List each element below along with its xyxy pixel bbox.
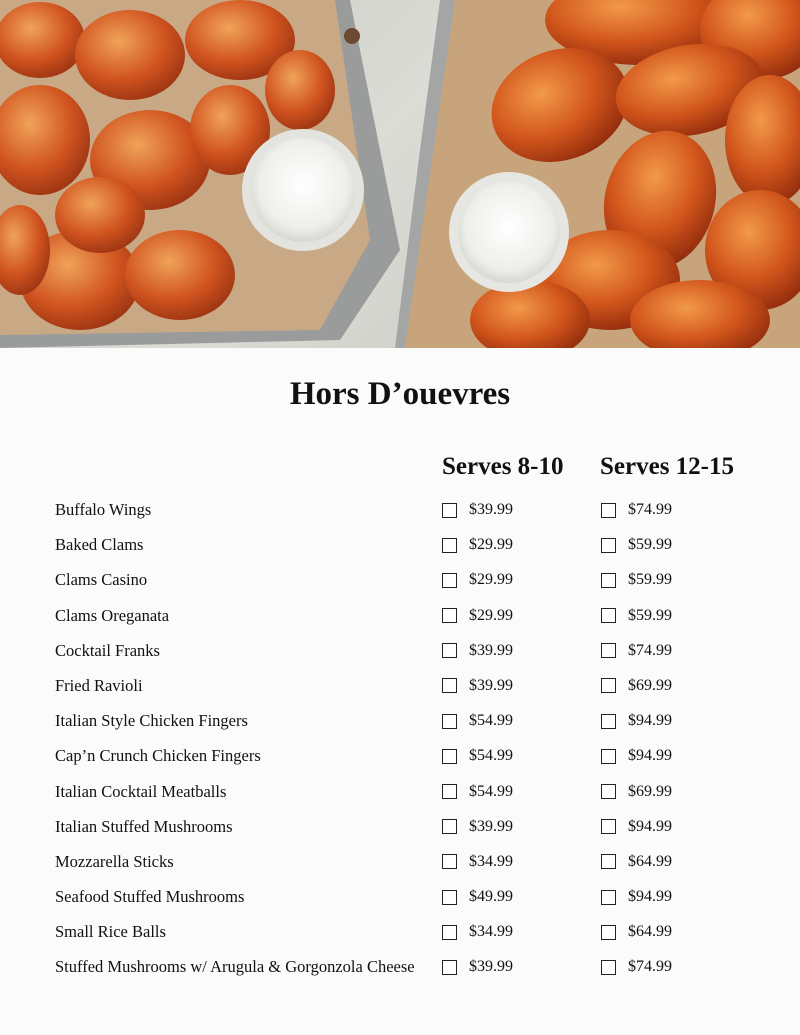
price-serves-12-15: $69.99 — [628, 782, 672, 800]
menu-row — [0, 492, 800, 527]
price-serves-12-15: $94.99 — [628, 888, 672, 906]
price-serves-12-15: $94.99 — [628, 747, 672, 765]
price-serves-8-10: $34.99 — [469, 923, 513, 941]
price-serves-12-15: $59.99 — [628, 606, 672, 624]
checkbox-serves-12-15[interactable] — [601, 784, 616, 799]
option-serves-8-10 — [442, 782, 513, 802]
option-serves-8-10 — [442, 711, 513, 731]
item-name: Mozzarella Sticks — [55, 851, 174, 871]
option-serves-12-15 — [601, 782, 672, 802]
price-serves-8-10: $39.99 — [469, 641, 513, 659]
checkbox-serves-12-15[interactable] — [601, 890, 616, 905]
checkbox-serves-8-10[interactable] — [442, 714, 457, 729]
checkbox-serves-8-10[interactable] — [442, 608, 457, 623]
option-serves-12-15 — [601, 641, 672, 661]
page-title: Hors D’ouevres — [289, 376, 511, 412]
checkbox-serves-8-10[interactable] — [442, 925, 457, 940]
checkbox-serves-12-15[interactable] — [601, 538, 616, 553]
menu-row — [0, 633, 800, 668]
option-serves-8-10 — [442, 676, 513, 696]
menu-row — [0, 774, 800, 809]
checkbox-serves-12-15[interactable] — [601, 714, 616, 729]
checkbox-serves-12-15[interactable] — [601, 749, 616, 764]
checkbox-serves-8-10[interactable] — [442, 749, 457, 764]
menu-row — [0, 738, 800, 773]
menu-row — [0, 914, 800, 949]
item-name: Cocktail Franks — [55, 640, 160, 660]
menu-row — [0, 703, 800, 738]
option-serves-8-10 — [442, 570, 513, 590]
checkbox-serves-8-10[interactable] — [442, 819, 457, 834]
price-serves-8-10: $39.99 — [469, 958, 513, 976]
wings-illustration — [0, 0, 800, 348]
option-serves-8-10 — [442, 922, 513, 942]
checkbox-serves-8-10[interactable] — [442, 538, 457, 553]
item-name: Seafood Stuffed Mushrooms — [55, 887, 245, 907]
column-header-serves-8-10: Serves 8-10 — [442, 453, 564, 480]
option-serves-8-10 — [442, 887, 513, 907]
item-name: Baked Clams — [55, 535, 144, 555]
option-serves-8-10 — [442, 957, 513, 977]
checkbox-serves-8-10[interactable] — [442, 643, 457, 658]
option-serves-12-15 — [601, 570, 672, 590]
checkbox-serves-8-10[interactable] — [442, 573, 457, 588]
option-serves-12-15 — [601, 535, 672, 555]
menu-row — [0, 844, 800, 879]
price-serves-12-15: $74.99 — [628, 641, 672, 659]
checkbox-serves-8-10[interactable] — [442, 678, 457, 693]
price-serves-8-10: $29.99 — [469, 606, 513, 624]
price-serves-12-15: $94.99 — [628, 712, 672, 730]
menu-row — [0, 598, 800, 633]
option-serves-8-10 — [442, 641, 513, 661]
price-serves-8-10: $49.99 — [469, 888, 513, 906]
option-serves-12-15 — [601, 887, 672, 907]
checkbox-serves-8-10[interactable] — [442, 784, 457, 799]
option-serves-8-10 — [442, 606, 513, 626]
price-serves-12-15: $64.99 — [628, 923, 672, 941]
price-serves-8-10: $54.99 — [469, 782, 513, 800]
option-serves-8-10 — [442, 500, 513, 520]
item-name: Stuffed Mushrooms w/ Arugula & Gorgonzola Cheese — [55, 957, 415, 977]
item-name: Italian Cocktail Meatballs — [55, 781, 227, 801]
price-serves-12-15: $69.99 — [628, 676, 672, 694]
checkbox-serves-8-10[interactable] — [442, 503, 457, 518]
item-name: Clams Casino — [55, 570, 148, 590]
checkbox-serves-8-10[interactable] — [442, 960, 457, 975]
checkbox-serves-12-15[interactable] — [601, 643, 616, 658]
menu-row — [0, 562, 800, 597]
checkbox-serves-12-15[interactable] — [601, 503, 616, 518]
price-serves-8-10: $39.99 — [469, 817, 513, 835]
option-serves-12-15 — [601, 922, 672, 942]
price-serves-12-15: $59.99 — [628, 536, 672, 554]
item-name: Italian Style Chicken Fingers — [55, 711, 248, 731]
option-serves-12-15 — [601, 746, 672, 766]
menu-row — [0, 527, 800, 562]
price-serves-12-15: $59.99 — [628, 571, 672, 589]
option-serves-12-15 — [601, 957, 672, 977]
option-serves-12-15 — [601, 606, 672, 626]
item-name: Italian Stuffed Mushrooms — [55, 816, 233, 836]
price-serves-8-10: $54.99 — [469, 747, 513, 765]
option-serves-8-10 — [442, 746, 513, 766]
checkbox-serves-8-10[interactable] — [442, 890, 457, 905]
item-name: Fried Ravioli — [55, 675, 143, 695]
item-name: Buffalo Wings — [55, 500, 152, 519]
option-serves-12-15 — [601, 817, 672, 837]
menu-row — [0, 949, 800, 984]
price-serves-12-15: $94.99 — [628, 817, 672, 835]
price-serves-8-10: $29.99 — [469, 536, 513, 554]
option-serves-12-15 — [601, 676, 672, 696]
checkbox-serves-12-15[interactable] — [601, 608, 616, 623]
checkbox-serves-12-15[interactable] — [601, 925, 616, 940]
menu-row — [0, 879, 800, 914]
item-name: Cap’n Crunch Chicken Fingers — [55, 746, 261, 766]
price-serves-8-10: $39.99 — [469, 501, 513, 518]
option-serves-12-15 — [601, 852, 672, 872]
option-serves-12-15 — [601, 711, 672, 731]
price-serves-8-10: $54.99 — [469, 712, 513, 730]
price-serves-8-10: $34.99 — [469, 852, 513, 870]
price-serves-12-15: $64.99 — [628, 852, 672, 870]
menu-row — [0, 668, 800, 703]
price-serves-12-15: $74.99 — [628, 501, 672, 518]
price-serves-8-10: $39.99 — [469, 676, 513, 694]
checkbox-serves-12-15[interactable] — [601, 854, 616, 869]
item-name: Clams Oreganata — [55, 605, 170, 625]
option-serves-8-10 — [442, 535, 513, 555]
item-name: Small Rice Balls — [55, 922, 166, 942]
checkbox-serves-12-15[interactable] — [601, 573, 616, 588]
checkbox-serves-12-15[interactable] — [601, 960, 616, 975]
price-serves-8-10: $29.99 — [469, 571, 513, 589]
option-serves-8-10 — [442, 817, 513, 837]
option-serves-12-15 — [601, 500, 672, 520]
checkbox-serves-8-10[interactable] — [442, 854, 457, 869]
checkbox-serves-12-15[interactable] — [601, 678, 616, 693]
menu-list — [0, 492, 800, 985]
checkbox-serves-12-15[interactable] — [601, 819, 616, 834]
column-header-serves-12-15: Serves 12-15 — [600, 453, 734, 480]
price-serves-12-15: $74.99 — [628, 958, 672, 976]
hero-food-photo — [0, 0, 800, 348]
option-serves-8-10 — [442, 852, 513, 872]
menu-row — [0, 809, 800, 844]
